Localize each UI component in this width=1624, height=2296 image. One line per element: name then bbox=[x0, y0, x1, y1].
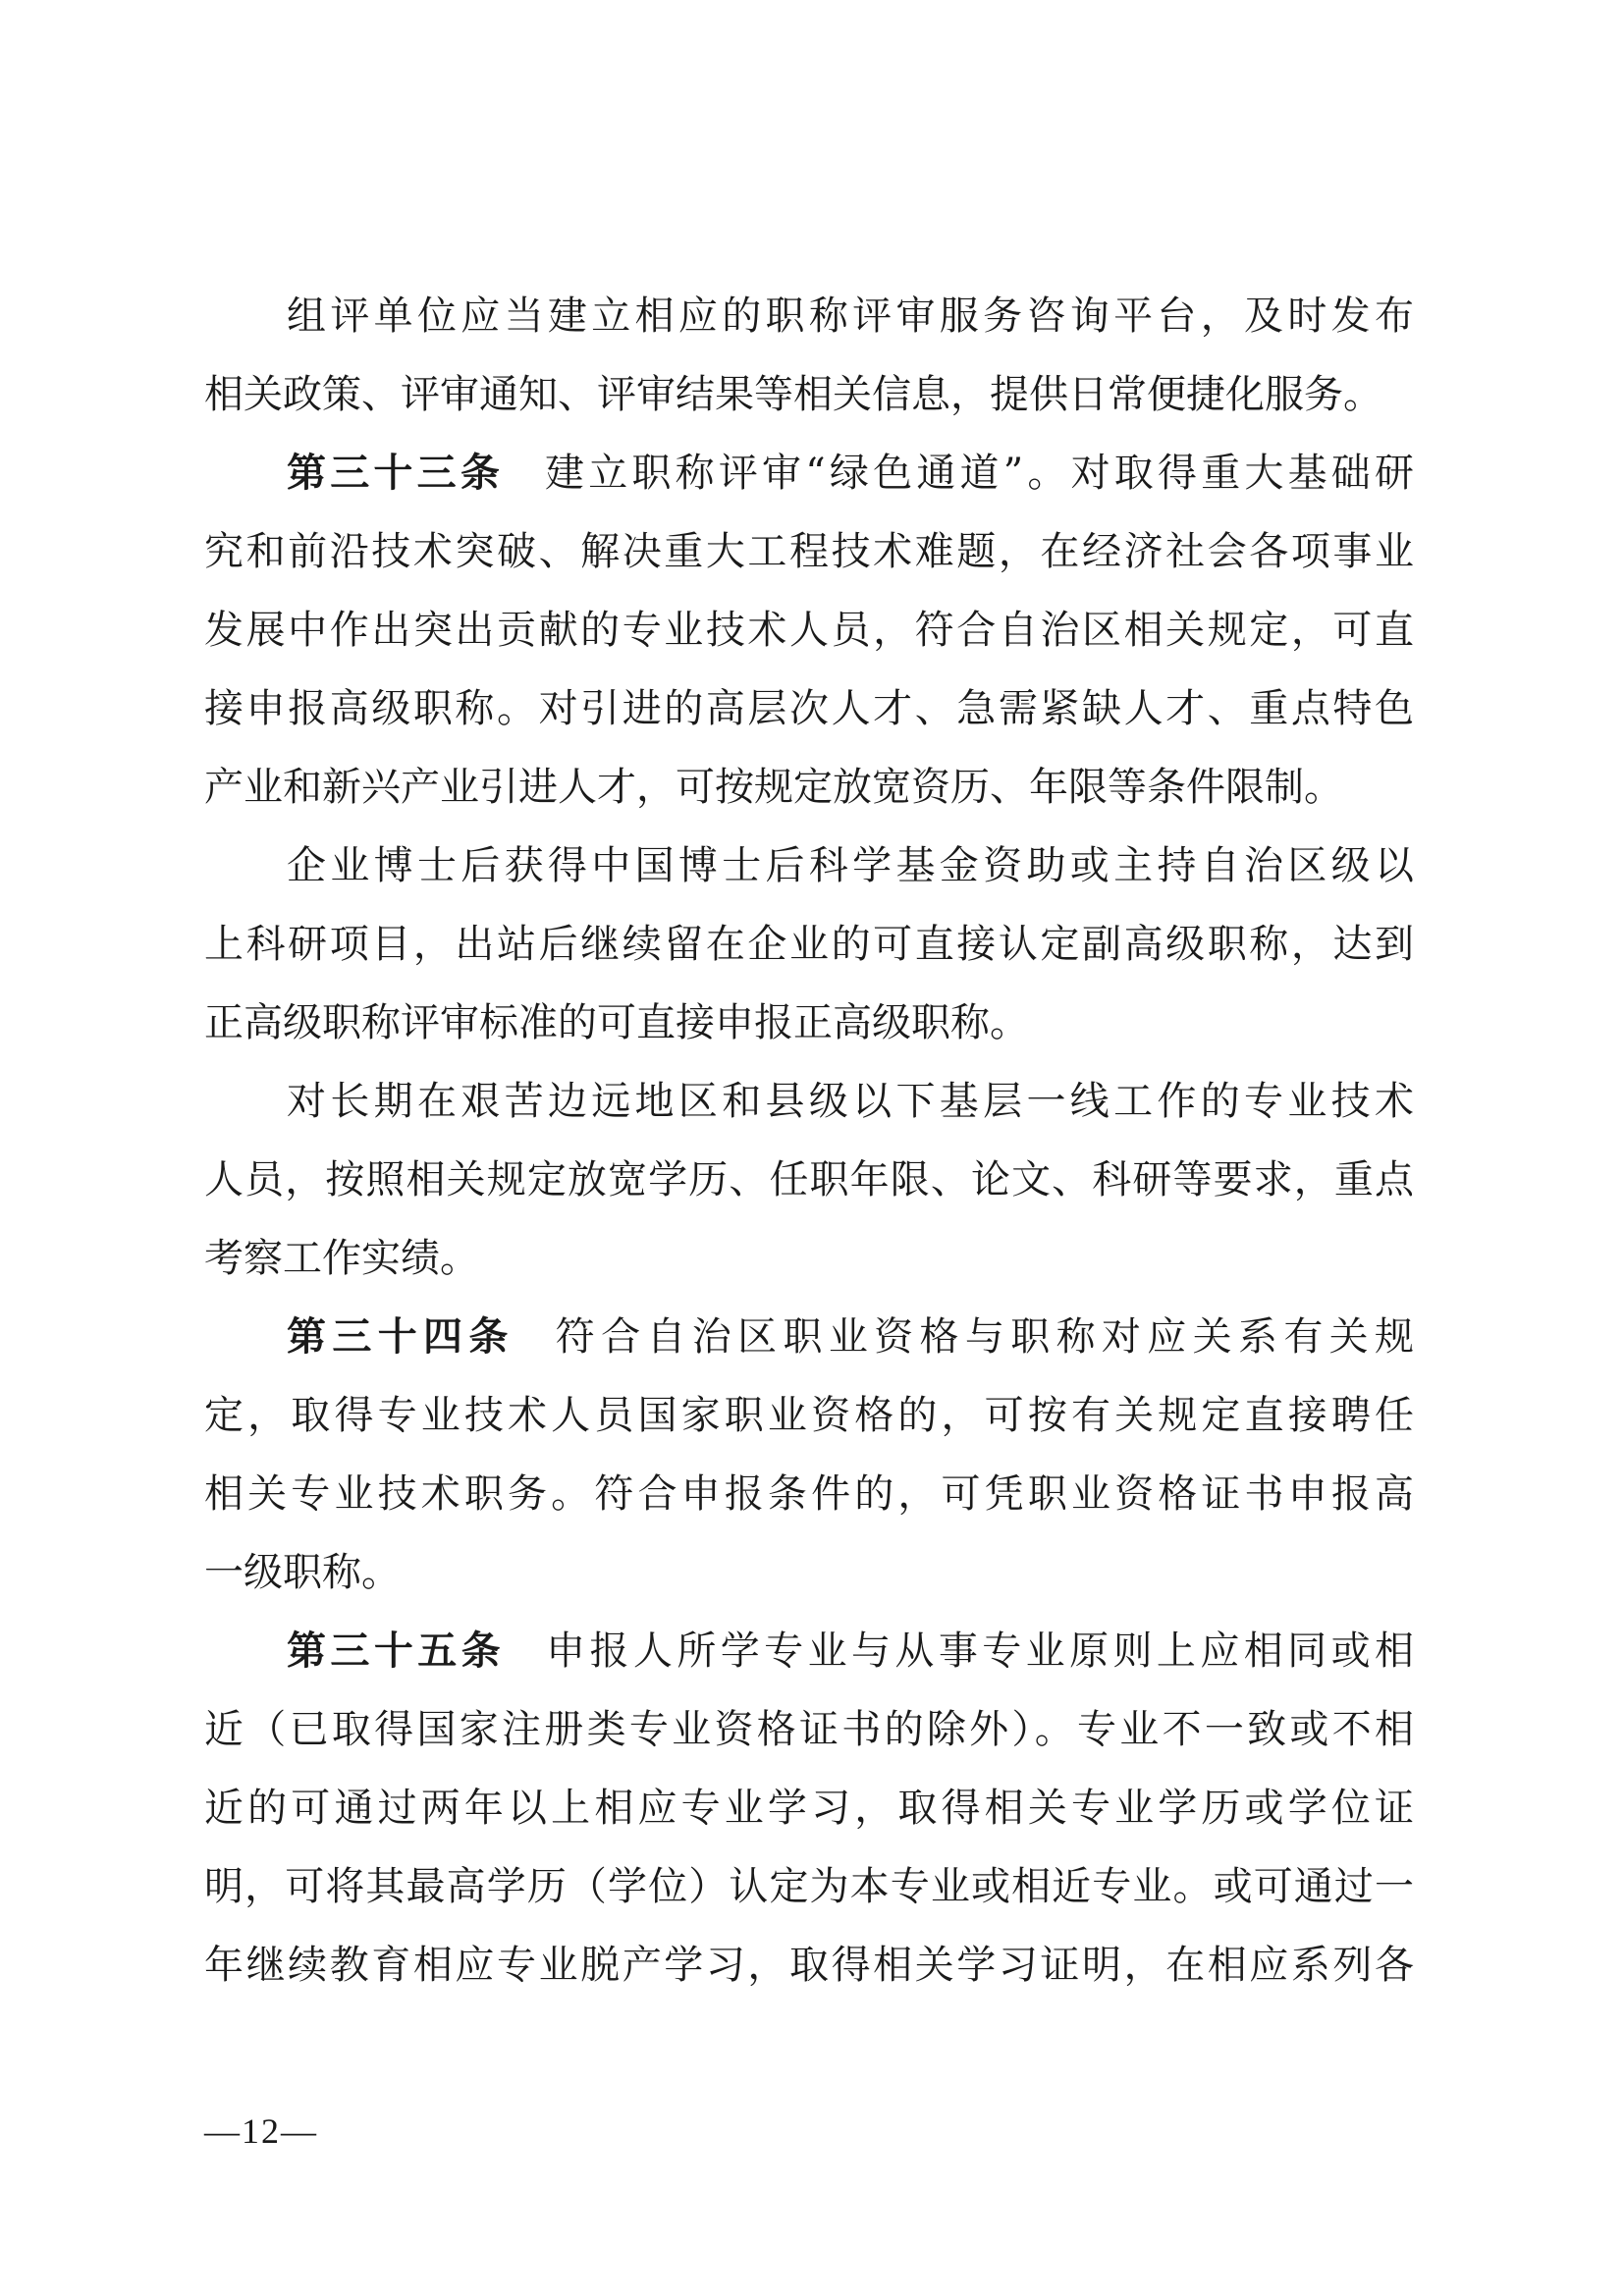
article-number: 第三十三条 bbox=[287, 451, 505, 496]
text-line: 正高级职称评审标准的可直接申报正高级职称。 bbox=[204, 1000, 1029, 1045]
text-line: 产业和新兴产业引进人才，可按规定放宽资历、年限等条件限制。 bbox=[204, 765, 1343, 810]
text-line: 符合自治区职业资格与职称对应关系有关规 bbox=[555, 1314, 1415, 1360]
text-line: 接申报高级职称。对引进的高层次人才、急需紧缺人才、重点特色 bbox=[204, 686, 1414, 731]
text-line: 人员，按照相关规定放宽学历、任职年限、论文、科研等要求，重点 bbox=[204, 1157, 1414, 1202]
article-33-line bbox=[204, 434, 1414, 512]
text-line: 建立职称评审“绿色通道”。对取得重大基础研 bbox=[545, 451, 1415, 496]
text-line: 一级职称。 bbox=[204, 1550, 401, 1595]
text-line: 对长期在艰苦边远地区和县级以下基层一线工作的专业技术 bbox=[287, 1079, 1414, 1124]
article-34-line bbox=[204, 1298, 1414, 1376]
text-line: 上科研项目，出站后继续留在企业的可直接认定副高级职称，达到 bbox=[204, 922, 1414, 967]
text-line: 申报人所学专业与从事专业原则上应相同或相 bbox=[546, 1629, 1415, 1674]
text-line: 近的可通过两年以上相应专业学习，取得相关专业学历或学位证 bbox=[204, 1786, 1414, 1831]
text-line: 相关专业技术职务。符合申报条件的，可凭职业资格证书申报高 bbox=[204, 1471, 1414, 1517]
article-number: 第三十四条 bbox=[287, 1314, 514, 1360]
text-line: 明，可将其最高学历（学位）认定为本专业或相近专业。或可通过一 bbox=[204, 1864, 1414, 1909]
article-number: 第三十五条 bbox=[287, 1629, 506, 1674]
text-line: 相关政策、评审通知、评审结果等相关信息，提供日常便捷化服务。 bbox=[204, 372, 1382, 417]
article-35-line bbox=[204, 1612, 1414, 1690]
text-line: 发展中作出突出贡献的专业技术人员，符合自治区相关规定，可直 bbox=[204, 608, 1414, 653]
body-text bbox=[204, 277, 1414, 2004]
text-line: 究和前沿技术突破、解决重大工程技术难题，在经济社会各项事业 bbox=[204, 529, 1414, 574]
text-line: 定，取得专业技术人员国家职业资格的，可按有关规定直接聘任 bbox=[204, 1393, 1414, 1438]
text-line: 组评单位应当建立相应的职称评审服务咨询平台，及时发布 bbox=[287, 294, 1414, 339]
text-line: 近（已取得国家注册类专业资格证书的除外）。专业不一致或不相 bbox=[204, 1707, 1414, 1752]
text-line: 考察工作实绩。 bbox=[204, 1236, 479, 1281]
text-line: 企业博士后获得中国博士后科学基金资助或主持自治区级以 bbox=[287, 843, 1414, 888]
page-number: —12— bbox=[204, 2111, 318, 2151]
text-line: 年继续教育相应专业脱产学习，取得相关学习证明，在相应系列各 bbox=[204, 1943, 1414, 1988]
